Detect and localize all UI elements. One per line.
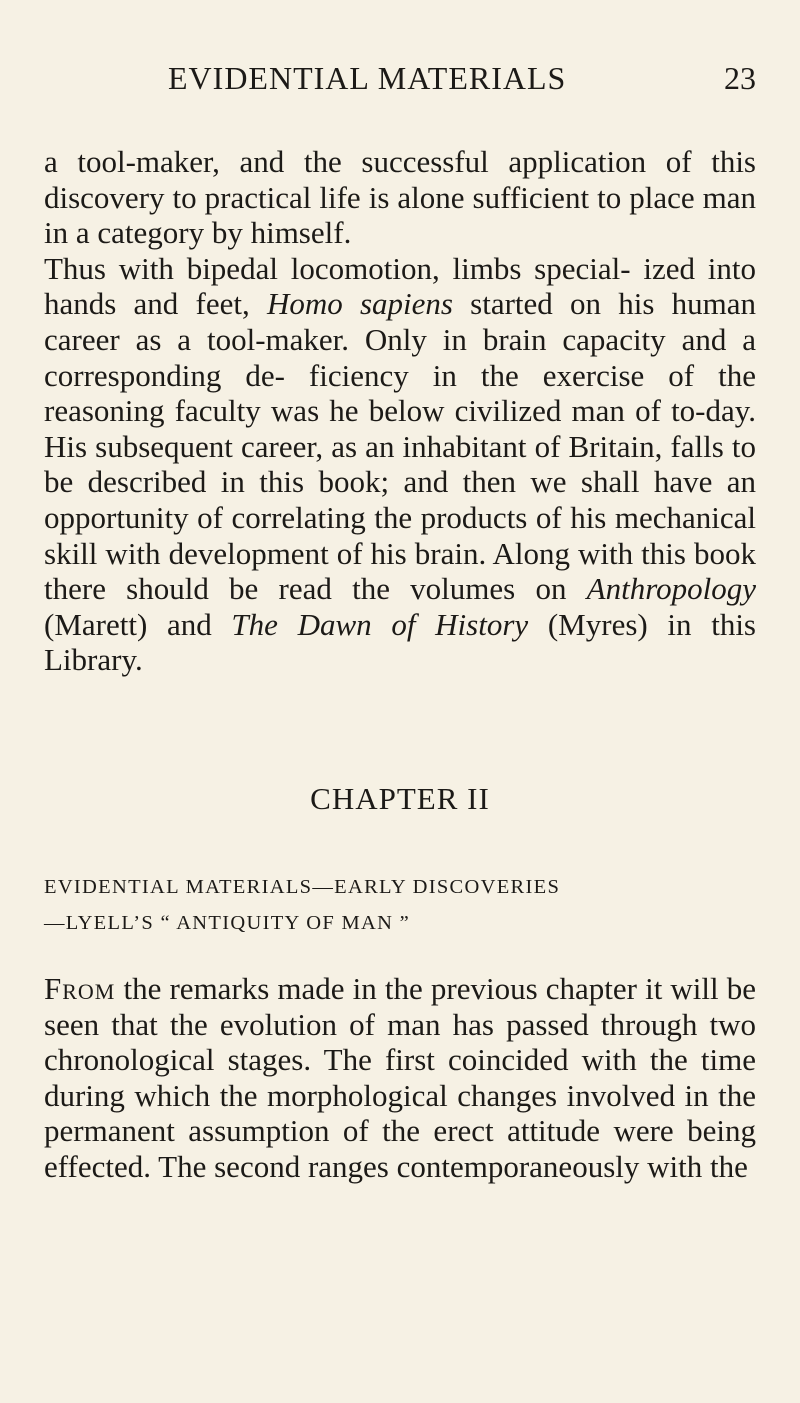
paragraph-text-segment: (Marett) and <box>44 606 212 642</box>
opening-word: From <box>44 970 116 1006</box>
paragraph-text-segment: Thus with bipedal locomotion, limbs special- ized into hands and feet, <box>44 250 756 322</box>
paragraph-continuation: a tool-maker, and the successful application of this discovery to practical life is alone sufficient to place man in a category by himself. <box>44 144 756 251</box>
paragraph-text-segment: (Myres) in this Library. <box>44 606 756 678</box>
paragraph-text-segment: started on his human career as a tool-maker. Only in brain capacity and a corresponding de- ficiency in the exercise of the reasoning faculty was he below civilized man of to-day. His subsequent career, as an inhabitant of Britain, falls to be described in this book; and then we shall have an opportunity of correlating the products of his mechanical skill with development of his brain. Along with this book there should be read the volumes on <box>44 286 757 607</box>
running-head <box>44 60 756 116</box>
book-page <box>44 60 756 1184</box>
chapter-subtitle <box>44 869 756 941</box>
italic-anthropology: Anthropology <box>586 571 757 607</box>
running-title: EVIDENTIAL MATERIALS <box>168 60 567 96</box>
chapter-opening-paragraph <box>44 971 756 1185</box>
page-number: 23 <box>724 60 756 96</box>
chapter-title: CHAPTER II <box>310 780 490 816</box>
paragraph-bipedal <box>44 251 756 678</box>
italic-homo-sapiens: Homo sapiens <box>266 286 453 322</box>
chapter-subtitle-line-1: EVIDENTIAL MATERIALS—EARLY DISCOVERIES <box>44 875 561 898</box>
chapter-subtitle-line-2: —LYELL’S “ ANTIQUITY OF MAN ” <box>44 911 411 934</box>
opening-text: the remarks made in the previous chapter it will be seen that the evolution of man has passed through two chronological stages. The first coincided with the time during which the morphological changes involved in the permanent assumption of the erect attitude were being effected. The second ranges contemporaneously with the <box>44 970 757 1184</box>
italic-dawn-of-history: The Dawn of History <box>231 606 529 642</box>
